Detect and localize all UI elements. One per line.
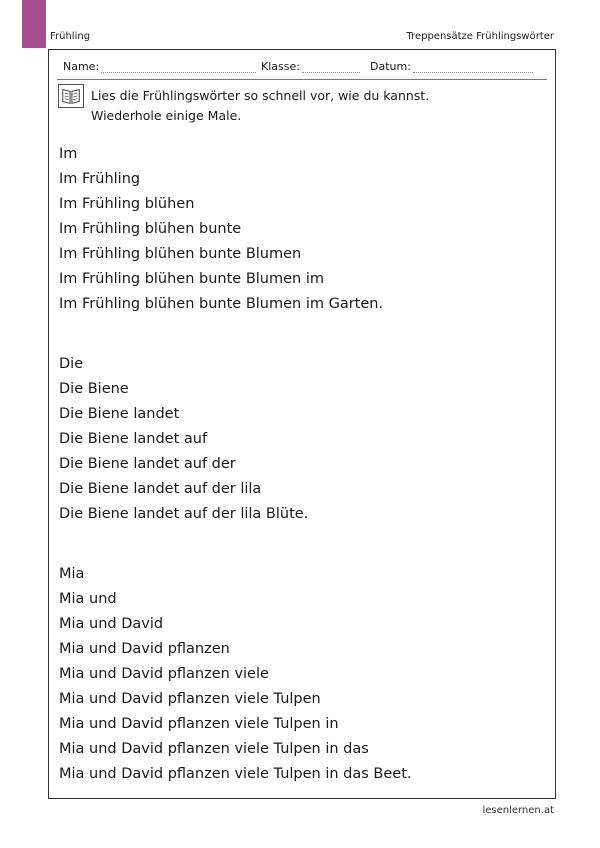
sentence-line: Mia und David pflanzen — [59, 641, 230, 657]
sentence-line: Mia und David pflanzen viele Tulpen in das — [59, 741, 369, 757]
sentence-line: Mia und David — [59, 616, 164, 632]
name-label: Name: — [63, 60, 100, 73]
page-header — [50, 31, 554, 45]
staircase-sentences — [59, 142, 549, 822]
sentence-line: Mia und David pflanzen viele Tulpen — [59, 691, 321, 707]
student-info-row — [63, 60, 543, 76]
instruction-line: Wiederhole einige Male. — [91, 108, 242, 123]
sentence-line: Im Frühling blühen bunte Blumen im — [59, 271, 324, 287]
book-icon — [58, 84, 84, 108]
sentence-line: Die Biene landet auf der lila — [59, 481, 262, 497]
header-worksheet-title: Treppensätze Frühlingswörter — [406, 31, 554, 42]
class-label: Klasse: — [261, 60, 300, 73]
sentence-line: Die — [59, 356, 84, 372]
date-label: Datum: — [370, 60, 411, 73]
sentence-group-bee — [59, 352, 549, 527]
instruction-text — [91, 86, 429, 126]
sentence-line: Im Frühling blühen bunte Blumen im Garten. — [59, 296, 384, 312]
sentence-line: Im Frühling blühen — [59, 196, 195, 212]
footer-site: lesenlernen.at — [482, 805, 554, 816]
sentence-line: Die Biene landet auf — [59, 431, 208, 447]
sentence-line: Im — [59, 146, 78, 162]
name-field[interactable] — [63, 60, 256, 73]
class-blank-line[interactable] — [302, 63, 360, 73]
header-divider — [57, 79, 547, 80]
sentence-group-tulips — [59, 562, 549, 787]
sentence-line: Die Biene landet — [59, 406, 180, 422]
sentence-line: Im Frühling blühen bunte — [59, 221, 242, 237]
corner-color-tab — [22, 0, 46, 48]
header-topic: Frühling — [50, 31, 91, 42]
sentence-line: Mia und — [59, 591, 117, 607]
worksheet-frame — [48, 49, 556, 799]
date-blank-line[interactable] — [413, 63, 533, 73]
class-field[interactable] — [261, 60, 360, 73]
sentence-line: Die Biene — [59, 381, 129, 397]
date-field[interactable] — [370, 60, 533, 73]
sentence-line: Im Frühling blühen bunte Blumen — [59, 246, 302, 262]
sentence-line: Mia — [59, 566, 85, 582]
sentence-line: Im Frühling — [59, 171, 141, 187]
instruction-line: Lies die Frühlingswörter so schnell vor, wie du kannst. — [91, 88, 430, 103]
sentence-line: Die Biene landet auf der lila Blüte. — [59, 506, 309, 522]
sentence-line: Mia und David pflanzen viele Tulpen in — [59, 716, 339, 732]
sentence-line: Mia und David pflanzen viele — [59, 666, 269, 682]
sentence-line: Die Biene landet auf der — [59, 456, 236, 472]
sentence-group-spring — [59, 142, 549, 317]
sentence-line: Mia und David pflanzen viele Tulpen in das Beet. — [59, 766, 412, 782]
name-blank-line[interactable] — [101, 63, 256, 73]
